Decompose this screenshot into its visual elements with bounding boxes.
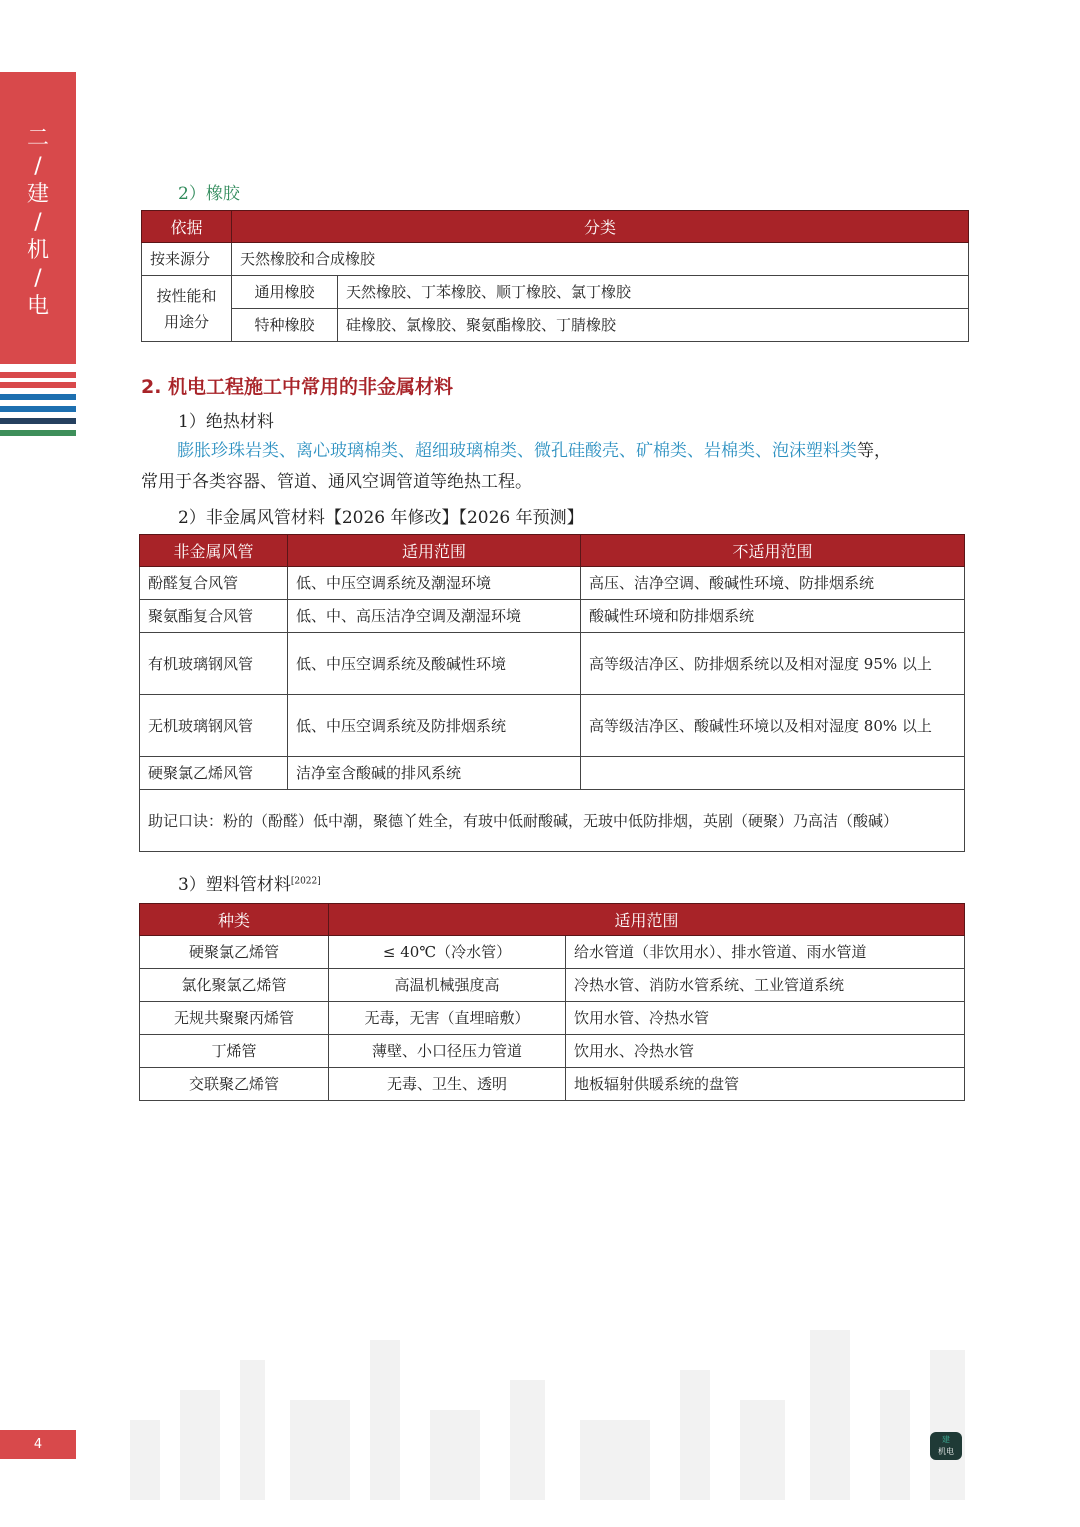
pipe-name: 无规共聚聚丙烯管 xyxy=(140,1002,329,1035)
material-item: 矿棉类 xyxy=(636,441,687,461)
table-row xyxy=(140,695,965,757)
side-char: / xyxy=(34,266,42,291)
section-title: 2. 机电工程施工中常用的非金属材料 xyxy=(141,376,454,398)
duct-unsuitable: 高压、洁净空调、酸碱性环境、防排烟系统 xyxy=(581,567,965,600)
table-row xyxy=(140,1068,965,1101)
year-tag: [2022] xyxy=(290,876,321,887)
separator: 、 xyxy=(755,441,772,461)
plastic-heading-text: 3）塑料管材料 xyxy=(178,875,291,895)
duct-unsuitable: 高等级洁净区、酸碱性环境以及相对湿度 80% 以上 xyxy=(581,695,965,757)
basis-cell xyxy=(142,276,232,342)
type-cell: 特种橡胶 xyxy=(232,309,338,342)
side-char: 二 xyxy=(26,126,49,151)
plastic-heading xyxy=(178,870,321,895)
material-item: 泡沫塑料类 xyxy=(772,441,857,461)
header-cell: 种类 xyxy=(140,904,329,936)
duct-name: 酚醛复合风管 xyxy=(140,567,288,600)
duct-name: 有机玻璃钢风管 xyxy=(140,633,288,695)
table-row xyxy=(140,600,965,633)
header-cell: 不适用范围 xyxy=(581,535,965,567)
pipe-name: 氯化聚氯乙烯管 xyxy=(140,969,329,1002)
duct-suitable: 低、中压空调系统及酸碱性环境 xyxy=(288,633,581,695)
duct-unsuitable xyxy=(581,757,965,790)
pipe-feature: ≤ 40℃（冷水管） xyxy=(329,936,566,969)
side-char: / xyxy=(34,154,42,179)
pipe-name: 丁烯管 xyxy=(140,1035,329,1068)
table-row xyxy=(142,309,969,342)
pipe-feature: 无毒、卫生、透明 xyxy=(329,1068,566,1101)
ducts-table xyxy=(139,534,965,852)
skyline-watermark xyxy=(110,1300,990,1500)
header-cell: 适用范围 xyxy=(329,904,965,936)
header-cell: 依据 xyxy=(142,211,232,243)
duct-suitable: 低、中压空调系统及潮湿环境 xyxy=(288,567,581,600)
material-item: 岩棉类 xyxy=(704,441,755,461)
table-header-row xyxy=(140,535,965,567)
value-cell: 天然橡胶、丁苯橡胶、顺丁橡胶、氯丁橡胶 xyxy=(338,276,969,309)
table-row xyxy=(140,567,965,600)
table-row xyxy=(142,243,969,276)
page-number: 4 xyxy=(0,1430,76,1459)
side-char: 机 xyxy=(26,238,49,263)
stripe-green xyxy=(0,430,76,436)
material-item: 膨胀珍珠岩类 xyxy=(177,441,279,461)
separator: 、 xyxy=(279,441,296,461)
pipe-use: 冷热水管、消防水管系统、工业管道系统 xyxy=(566,969,965,1002)
basis-line: 按性能和 xyxy=(156,286,217,305)
side-char: 建 xyxy=(26,182,49,207)
duct-name: 硬聚氯乙烯风管 xyxy=(140,757,288,790)
stripe-red xyxy=(0,382,76,388)
duct-name: 无机玻璃钢风管 xyxy=(140,695,288,757)
insulation-usage: 常用于各类容器、管道、通风空调管道等绝热工程。 xyxy=(141,472,532,492)
material-item: 微孔硅酸壳 xyxy=(534,441,619,461)
table-row xyxy=(140,757,965,790)
plastic-table xyxy=(139,903,965,1101)
rubber-heading: 2）橡胶 xyxy=(178,184,240,204)
type-cell: 通用橡胶 xyxy=(232,276,338,309)
stripe-red xyxy=(0,372,76,378)
table-row xyxy=(140,1035,965,1068)
separator: 、 xyxy=(517,441,534,461)
duct-unsuitable: 酸碱性环境和防排烟系统 xyxy=(581,600,965,633)
pipe-use: 地板辐射供暖系统的盘管 xyxy=(566,1068,965,1101)
mnemonic-row xyxy=(140,790,965,852)
duct-suitable: 低、中、高压洁净空调及潮湿环境 xyxy=(288,600,581,633)
ducts-heading: 2）非金属风管材料【2026 年修改】【2026 年预测】 xyxy=(178,508,584,528)
table-row xyxy=(140,1002,965,1035)
basis-cell: 按来源分 xyxy=(142,243,232,276)
pipe-name: 硬聚氯乙烯管 xyxy=(140,936,329,969)
table-row xyxy=(142,276,969,309)
side-char: / xyxy=(34,210,42,235)
basis-line: 用途分 xyxy=(163,312,209,331)
header-cell: 适用范围 xyxy=(288,535,581,567)
separator: 、 xyxy=(398,441,415,461)
separator: 、 xyxy=(619,441,636,461)
duct-suitable: 低、中压空调系统及防排烟系统 xyxy=(288,695,581,757)
table-header-row xyxy=(140,904,965,936)
table-row xyxy=(140,936,965,969)
insulation-paragraph xyxy=(141,436,971,466)
mnemonic-cell: 助记口诀：粉的（酚醛）低中潮，聚德丫姓全，有玻中低耐酸碱，无玻中低防排烟，英剧（硬聚）乃高洁（酸碱） xyxy=(140,790,965,852)
table-header-row xyxy=(142,211,969,243)
pipe-use: 给水管道（非饮用水）、排水管道、雨水管道 xyxy=(566,936,965,969)
pipe-feature: 薄壁、小口径压力管道 xyxy=(329,1035,566,1068)
insulation-heading: 1）绝热材料 xyxy=(178,412,274,432)
side-char: 电 xyxy=(26,294,49,319)
pipe-use: 饮用水、冷热水管 xyxy=(566,1035,965,1068)
logo-line: 建 xyxy=(942,1435,950,1444)
material-item: 离心玻璃棉类 xyxy=(296,441,398,461)
brand-logo-icon xyxy=(930,1432,962,1460)
pipe-feature: 无毒，无害（直埋暗敷） xyxy=(329,1002,566,1035)
chapter-side-label xyxy=(0,125,76,321)
table-row xyxy=(140,969,965,1002)
header-cell: 非金属风管 xyxy=(140,535,288,567)
stripe-navy xyxy=(0,418,76,424)
value-cell: 硅橡胶、氯橡胶、聚氨酯橡胶、丁腈橡胶 xyxy=(338,309,969,342)
duct-unsuitable: 高等级洁净区、防排烟系统以及相对湿度 95% 以上 xyxy=(581,633,965,695)
pipe-name: 交联聚乙烯管 xyxy=(140,1068,329,1101)
rubber-table xyxy=(141,210,969,342)
header-cell: 分类 xyxy=(232,211,969,243)
table-row xyxy=(140,633,965,695)
separator: 、 xyxy=(687,441,704,461)
stripe-blue xyxy=(0,394,76,400)
material-item: 超细玻璃棉类 xyxy=(415,441,517,461)
pipe-feature: 高温机械强度高 xyxy=(329,969,566,1002)
value-cell: 天然橡胶和合成橡胶 xyxy=(232,243,969,276)
pipe-use: 饮用水管、冷热水管 xyxy=(566,1002,965,1035)
duct-name: 聚氨酯复合风管 xyxy=(140,600,288,633)
duct-suitable: 洁净室含酸碱的排风系统 xyxy=(288,757,581,790)
stripe-blue xyxy=(0,406,76,412)
paragraph-tail: 等， xyxy=(857,441,891,461)
logo-line: 机电 xyxy=(938,1447,954,1456)
